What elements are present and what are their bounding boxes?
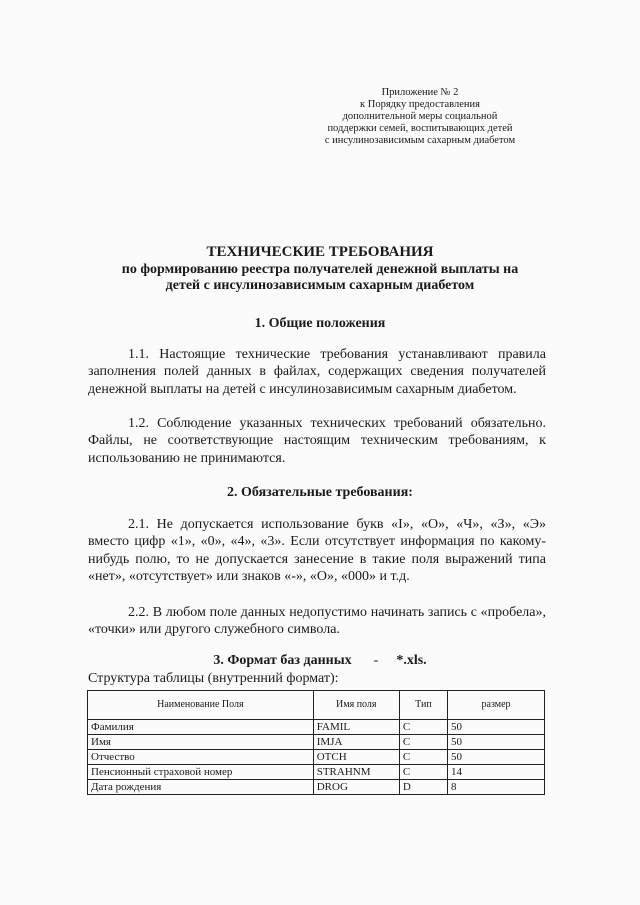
cell-field-name: Пенсионный страховой номер	[88, 765, 314, 780]
table-row	[88, 735, 545, 750]
appendix-line: к Порядку предоставления	[360, 99, 480, 110]
document-title	[60, 244, 580, 294]
table-row	[88, 765, 545, 780]
fields-table	[87, 690, 545, 795]
cell-type: D	[399, 780, 447, 795]
section-3-heading	[0, 653, 640, 669]
paragraph-2-1: 2.1. Не допускается использование букв «I», «О», «Ч», «З», «Э» вместо цифр «1», «0», «4», «3». Если отсутствует информация по какому-нибудь полю, то не допускается занесение в такие поля выражений типа «нет», «отсутствует» или знаков «-», «О», «000» и т.д.	[88, 517, 546, 585]
section-1-heading: 1. Общие положения	[254, 316, 386, 331]
section-3-format: *.xls.	[396, 653, 427, 668]
cell-size: 14	[448, 765, 545, 780]
table-row	[88, 780, 545, 795]
cell-type: C	[399, 720, 447, 735]
cell-field-name: Дата рождения	[88, 780, 314, 795]
cell-field-name: Фамилия	[88, 720, 314, 735]
title-subline: по формированию реестра получателей денежной выплаты на	[121, 262, 519, 277]
section-3-dash: -	[373, 653, 379, 668]
appendix-line: Приложение № 2	[381, 87, 459, 98]
cell-field-id: IMJA	[313, 735, 399, 750]
section-3-title: 3. Формат баз данных	[213, 653, 352, 668]
cell-type: C	[399, 765, 447, 780]
paragraph-2-2: 2.2. В любом поле данных недопустимо начинать запись с «пробела», «точки» или другого служебного символа.	[88, 605, 546, 638]
header-field-id: Имя поля	[313, 691, 399, 720]
cell-size: 50	[448, 735, 545, 750]
cell-size: 8	[448, 780, 545, 795]
cell-field-id: OTCH	[313, 750, 399, 765]
paragraph-1-2: 1.2. Соблюдение указанных технических требований обязательно. Файлы, не соответствующие настоящим техническим требованиям, к использованию не принимаются.	[88, 416, 546, 466]
appendix-line: дополнительной меры социальной	[342, 111, 498, 122]
table-caption: Структура таблицы (внутренний формат):	[88, 671, 339, 686]
cell-size: 50	[448, 750, 545, 765]
header-type: Тип	[399, 691, 447, 720]
cell-type: C	[399, 750, 447, 765]
table-row	[88, 720, 545, 735]
appendix-line: с инсулинозависимым сахарным диабетом	[324, 135, 516, 146]
header-field-name: Наименование Поля	[88, 691, 314, 720]
cell-field-id: FAMIL	[313, 720, 399, 735]
section-2-heading: 2. Обязательные требования:	[227, 485, 413, 500]
appendix-block	[300, 87, 540, 147]
cell-field-name: Имя	[88, 735, 314, 750]
table-header-row	[88, 691, 545, 720]
title-subline: детей с инсулинозависимым сахарным диабетом	[165, 278, 475, 293]
title-main: ТЕХНИЧЕСКИЕ ТРЕБОВАНИЯ	[206, 244, 434, 260]
appendix-line: поддержки семей, воспитывающих детей	[327, 123, 513, 134]
header-size: размер	[448, 691, 545, 720]
cell-field-id: STRAHNM	[313, 765, 399, 780]
cell-field-id: DROG	[313, 780, 399, 795]
table-row	[88, 750, 545, 765]
cell-size: 50	[448, 720, 545, 735]
cell-field-name: Отчество	[88, 750, 314, 765]
cell-type: C	[399, 735, 447, 750]
paragraph-1-1: 1.1. Настоящие технические требования устанавливают правила заполнения полей данных в файлах, содержащих сведения получателей денежной выплаты на детей с инсулинозависимым сахарным диабетом.	[88, 347, 546, 397]
